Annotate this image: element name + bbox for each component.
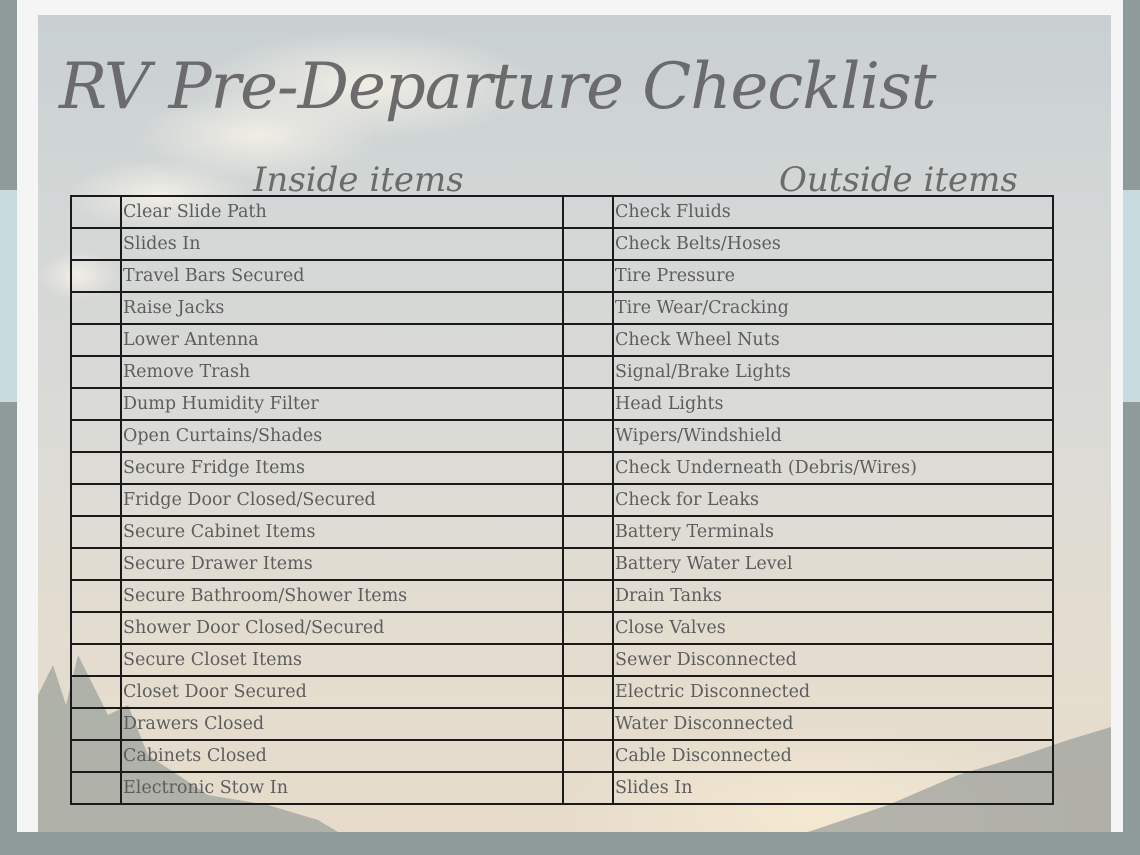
outside-checkbox[interactable] xyxy=(563,708,613,740)
inside-item-label: Drawers Closed xyxy=(123,714,265,734)
outside-item-label: Drain Tanks xyxy=(615,586,722,606)
checklist-row xyxy=(71,740,1053,772)
checklist-page xyxy=(17,0,1123,832)
outside-checkbox[interactable] xyxy=(563,388,613,420)
inside-checkbox[interactable] xyxy=(71,740,121,772)
inside-checkbox[interactable] xyxy=(71,356,121,388)
outside-checkbox[interactable] xyxy=(563,324,613,356)
inside-item-cell xyxy=(121,740,563,772)
checklist-row xyxy=(71,548,1053,580)
inside-item-label: Travel Bars Secured xyxy=(123,266,305,286)
outside-item-cell xyxy=(613,452,1053,484)
checklist-row xyxy=(71,228,1053,260)
checklist-row xyxy=(71,708,1053,740)
inside-checkbox[interactable] xyxy=(71,676,121,708)
outside-item-label: Slides In xyxy=(615,778,693,798)
outside-checkbox[interactable] xyxy=(563,228,613,260)
inside-item-cell xyxy=(121,708,563,740)
outside-checkbox[interactable] xyxy=(563,612,613,644)
inside-item-label: Dump Humidity Filter xyxy=(123,394,319,414)
outside-checkbox[interactable] xyxy=(563,452,613,484)
checklist-row xyxy=(71,260,1053,292)
inside-item-cell xyxy=(121,260,563,292)
inside-item-label: Raise Jacks xyxy=(123,298,225,318)
outside-item-cell xyxy=(613,516,1053,548)
inside-item-cell xyxy=(121,324,563,356)
inside-checkbox[interactable] xyxy=(71,228,121,260)
inside-item-cell xyxy=(121,548,563,580)
inside-item-label: Secure Bathroom/Shower Items xyxy=(123,586,408,606)
inside-checkbox[interactable] xyxy=(71,516,121,548)
inside-item-cell xyxy=(121,388,563,420)
page-title: RV Pre-Departure Checklist xyxy=(59,50,936,124)
inside-checkbox[interactable] xyxy=(71,644,121,676)
inside-item-cell xyxy=(121,356,563,388)
outside-item-label: Electric Disconnected xyxy=(615,682,811,702)
outside-item-cell xyxy=(613,740,1053,772)
outside-checkbox[interactable] xyxy=(563,676,613,708)
inside-item-cell xyxy=(121,580,563,612)
outside-item-label: Battery Water Level xyxy=(615,554,793,574)
outside-checkbox[interactable] xyxy=(563,772,613,804)
inside-checkbox[interactable] xyxy=(71,196,121,228)
outside-item-cell xyxy=(613,772,1053,804)
checklist-row xyxy=(71,324,1053,356)
outside-item-label: Tire Wear/Cracking xyxy=(615,298,789,318)
inside-item-cell xyxy=(121,644,563,676)
outside-item-cell xyxy=(613,356,1053,388)
checklist-row xyxy=(71,676,1053,708)
inside-item-label: Open Curtains/Shades xyxy=(123,426,323,446)
inside-item-cell xyxy=(121,676,563,708)
inside-item-cell xyxy=(121,772,563,804)
inside-checkbox[interactable] xyxy=(71,324,121,356)
outside-item-cell xyxy=(613,292,1053,324)
outside-item-cell xyxy=(613,324,1053,356)
checklist-row xyxy=(71,484,1053,516)
checklist-row xyxy=(71,388,1053,420)
outside-item-label: Signal/Brake Lights xyxy=(615,362,791,382)
inside-checkbox[interactable] xyxy=(71,708,121,740)
checklist-row xyxy=(71,292,1053,324)
outside-item-cell xyxy=(613,548,1053,580)
outside-item-label: Check Belts/Hoses xyxy=(615,234,781,254)
outside-item-cell xyxy=(613,196,1053,228)
checklist-row xyxy=(71,772,1053,804)
outside-item-cell xyxy=(613,484,1053,516)
inside-checkbox[interactable] xyxy=(71,772,121,804)
inside-checkbox[interactable] xyxy=(71,580,121,612)
inside-item-cell xyxy=(121,228,563,260)
checklist-table xyxy=(70,195,1054,805)
outside-checkbox[interactable] xyxy=(563,740,613,772)
outside-item-label: Head Lights xyxy=(615,394,724,414)
outside-checkbox[interactable] xyxy=(563,484,613,516)
inside-checkbox[interactable] xyxy=(71,260,121,292)
inside-checkbox[interactable] xyxy=(71,484,121,516)
outside-checkbox[interactable] xyxy=(563,292,613,324)
inside-item-label: Secure Fridge Items xyxy=(123,458,306,478)
inside-checkbox[interactable] xyxy=(71,548,121,580)
inside-item-cell xyxy=(121,484,563,516)
inside-item-label: Secure Cabinet Items xyxy=(123,522,316,542)
inside-item-cell xyxy=(121,196,563,228)
inside-item-label: Closet Door Secured xyxy=(123,682,307,702)
outside-item-cell xyxy=(613,580,1053,612)
outside-item-label: Check Underneath (Debris/Wires) xyxy=(615,458,917,478)
outside-item-label: Close Valves xyxy=(615,618,726,638)
inside-item-cell xyxy=(121,452,563,484)
checklist-row xyxy=(71,196,1053,228)
inside-item-label: Slides In xyxy=(123,234,201,254)
inside-item-label: Secure Drawer Items xyxy=(123,554,313,574)
outside-item-cell xyxy=(613,676,1053,708)
outside-items-heading: Outside items xyxy=(779,160,1018,200)
checklist-row xyxy=(71,580,1053,612)
inside-item-label: Lower Antenna xyxy=(123,330,259,350)
inside-item-label: Secure Closet Items xyxy=(123,650,303,670)
inside-checkbox[interactable] xyxy=(71,292,121,324)
inside-item-label: Clear Slide Path xyxy=(123,202,267,222)
outside-item-cell xyxy=(613,228,1053,260)
inside-item-label: Fridge Door Closed/Secured xyxy=(123,490,376,510)
checklist-row xyxy=(71,516,1053,548)
inside-items-heading: Inside items xyxy=(253,160,464,200)
outside-checkbox[interactable] xyxy=(563,356,613,388)
outside-checkbox[interactable] xyxy=(563,516,613,548)
outside-item-label: Battery Terminals xyxy=(615,522,775,542)
inside-item-cell xyxy=(121,292,563,324)
outside-item-cell xyxy=(613,260,1053,292)
checklist-row xyxy=(71,356,1053,388)
outside-item-cell xyxy=(613,388,1053,420)
outside-item-label: Water Disconnected xyxy=(615,714,794,734)
checklist-row xyxy=(71,452,1053,484)
outside-item-label: Wipers/Windshield xyxy=(615,426,782,446)
outside-item-label: Check Wheel Nuts xyxy=(615,330,780,350)
outside-item-label: Sewer Disconnected xyxy=(615,650,797,670)
inside-item-label: Cabinets Closed xyxy=(123,746,267,766)
outside-checkbox[interactable] xyxy=(563,196,613,228)
outside-item-label: Check Fluids xyxy=(615,202,731,222)
checklist-row xyxy=(71,612,1053,644)
outside-item-label: Check for Leaks xyxy=(615,490,759,510)
outside-item-cell xyxy=(613,420,1053,452)
inside-item-cell xyxy=(121,612,563,644)
inside-checkbox[interactable] xyxy=(71,420,121,452)
outside-checkbox[interactable] xyxy=(563,644,613,676)
outside-checkbox[interactable] xyxy=(563,580,613,612)
checklist-row xyxy=(71,420,1053,452)
outside-item-cell xyxy=(613,708,1053,740)
inside-item-label: Electronic Stow In xyxy=(123,778,288,798)
inside-checkbox[interactable] xyxy=(71,388,121,420)
inside-item-cell xyxy=(121,516,563,548)
inside-checkbox[interactable] xyxy=(71,452,121,484)
inside-checkbox[interactable] xyxy=(71,612,121,644)
outside-checkbox[interactable] xyxy=(563,548,613,580)
outside-item-label: Tire Pressure xyxy=(615,266,736,286)
outside-item-label: Cable Disconnected xyxy=(615,746,792,766)
checklist-row xyxy=(71,644,1053,676)
inside-item-label: Remove Trash xyxy=(123,362,251,382)
outside-checkbox[interactable] xyxy=(563,420,613,452)
inside-item-label: Shower Door Closed/Secured xyxy=(123,618,385,638)
inside-item-cell xyxy=(121,420,563,452)
outside-item-cell xyxy=(613,644,1053,676)
outside-item-cell xyxy=(613,612,1053,644)
outside-checkbox[interactable] xyxy=(563,260,613,292)
